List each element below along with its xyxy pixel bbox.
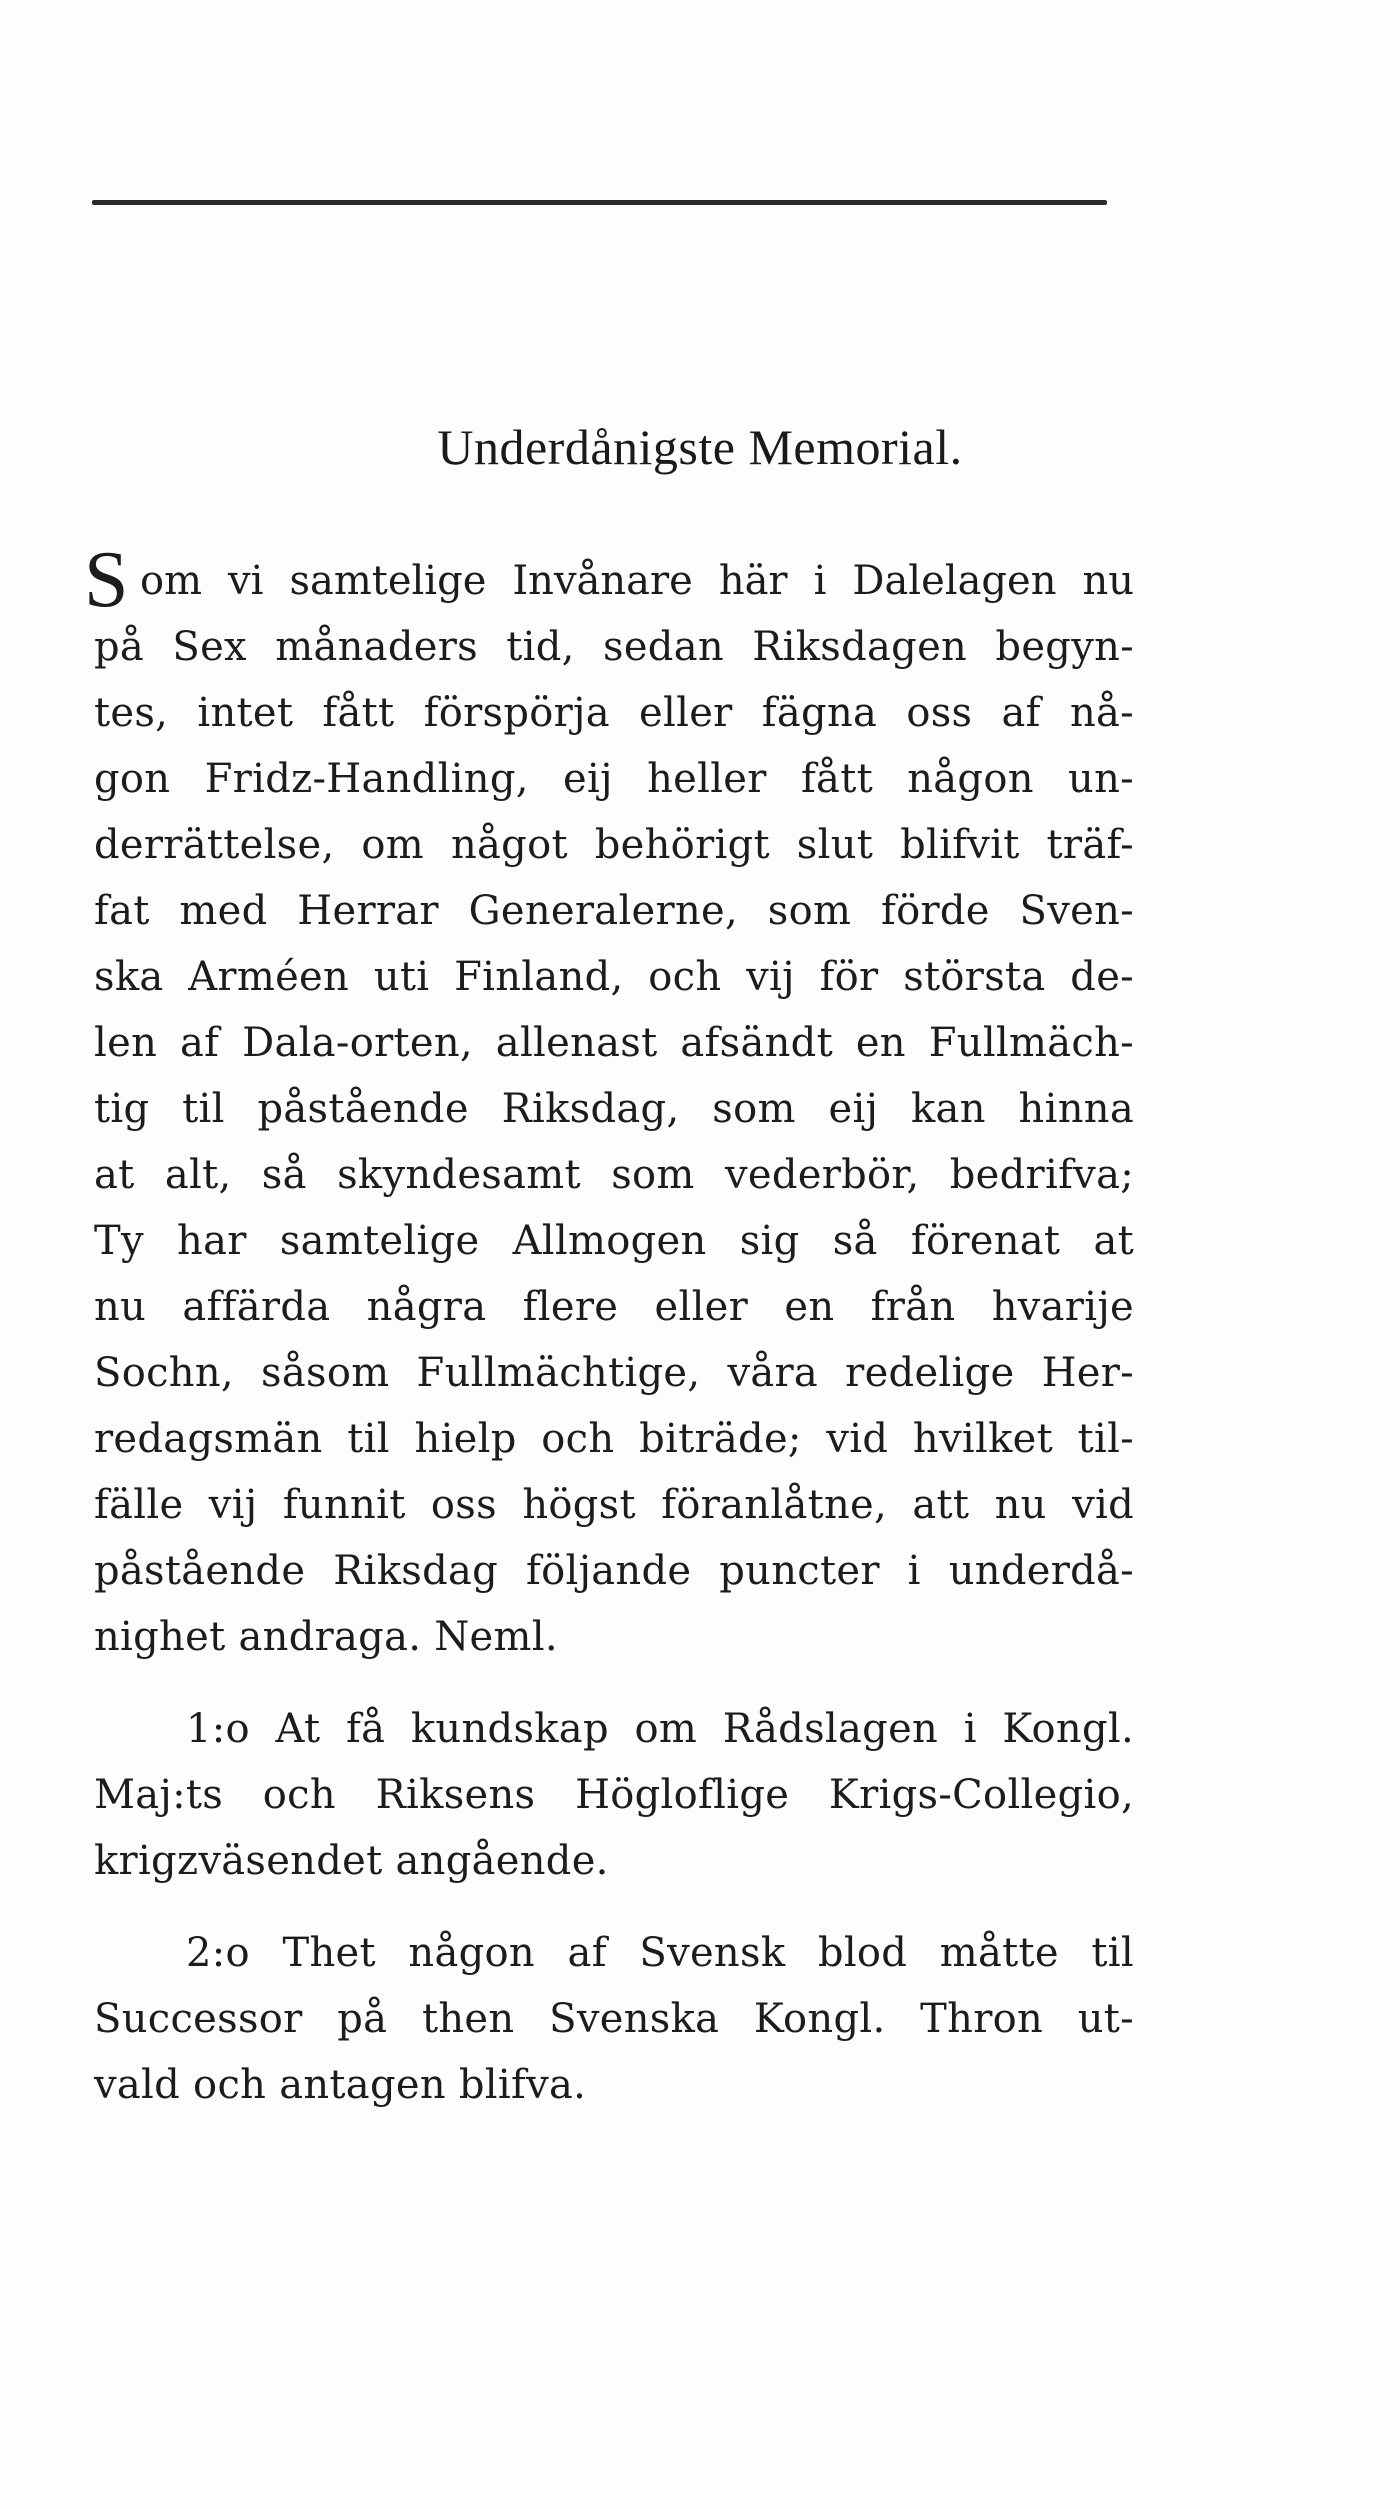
text-line: nu affärda några flere eller en från hvarije bbox=[94, 1284, 1134, 1330]
memorial-text bbox=[84, 536, 1134, 2118]
text-line: at alt, så skyndesamt som vederbör, bedrifva; bbox=[94, 1152, 1134, 1198]
page-title: Underdånigste Memorial. bbox=[437, 419, 963, 475]
text-line: ska Arméen uti Finland, och vij för största de- bbox=[94, 954, 1134, 1000]
paragraph-gap bbox=[94, 1670, 1134, 1696]
text-line: Successor på then Svenska Kongl. Thron ut- bbox=[94, 1996, 1134, 2042]
text-line: fälle vij funnit oss högst föranlåtne, att nu vid bbox=[94, 1482, 1134, 1528]
text-line: krigzväsendet angående. bbox=[94, 1838, 609, 1884]
text-line: fat med Herrar Generalerne, som förde Sven- bbox=[94, 888, 1134, 934]
text-line: påstående Riksdag följande puncter i underdå- bbox=[94, 1548, 1134, 1594]
text-line: nighet andraga. Neml. bbox=[94, 1614, 558, 1660]
text-line: på Sex månaders tid, sedan Riksdagen begyn- bbox=[94, 624, 1134, 670]
text-line: tes, intet fått förspörja eller fägna oss af nå- bbox=[94, 690, 1134, 736]
text-line: Sochn, såsom Fullmächtige, våra redelige Her- bbox=[94, 1350, 1134, 1396]
text-line: 1:o At få kundskap om Rådslagen i Kongl. bbox=[186, 1706, 1134, 1752]
header-rule bbox=[92, 200, 1107, 205]
text-line: derrättelse, om något behörigt slut blifvit träf- bbox=[94, 822, 1134, 868]
text-line: tig til påstående Riksdag, som eij kan hinna bbox=[94, 1086, 1134, 1132]
text-line: 2:o Thet någon af Svensk blod måtte til bbox=[186, 1930, 1134, 1976]
text-line: Maj:ts och Riksens Högloflige Krigs-Collegio, bbox=[94, 1772, 1134, 1818]
drop-cap: S bbox=[84, 536, 129, 624]
paragraph-gap bbox=[94, 1894, 1134, 1920]
text-line: Ty har samtelige Allmogen sig så förenat at bbox=[94, 1218, 1134, 1264]
text-line: om vi samtelige Invånare här i Dalelagen nu bbox=[140, 558, 1134, 604]
text-line: vald och antagen blifva. bbox=[94, 2062, 587, 2108]
text-line: gon Fridz-Handling, eij heller fått någon un- bbox=[94, 756, 1134, 802]
paragraph-first-line bbox=[84, 536, 1134, 624]
text-line: len af Dala-orten, allenast afsändt en Fullmäch- bbox=[94, 1020, 1134, 1066]
text-line: redagsmän til hielp och biträde; vid hvilket til- bbox=[94, 1416, 1134, 1462]
